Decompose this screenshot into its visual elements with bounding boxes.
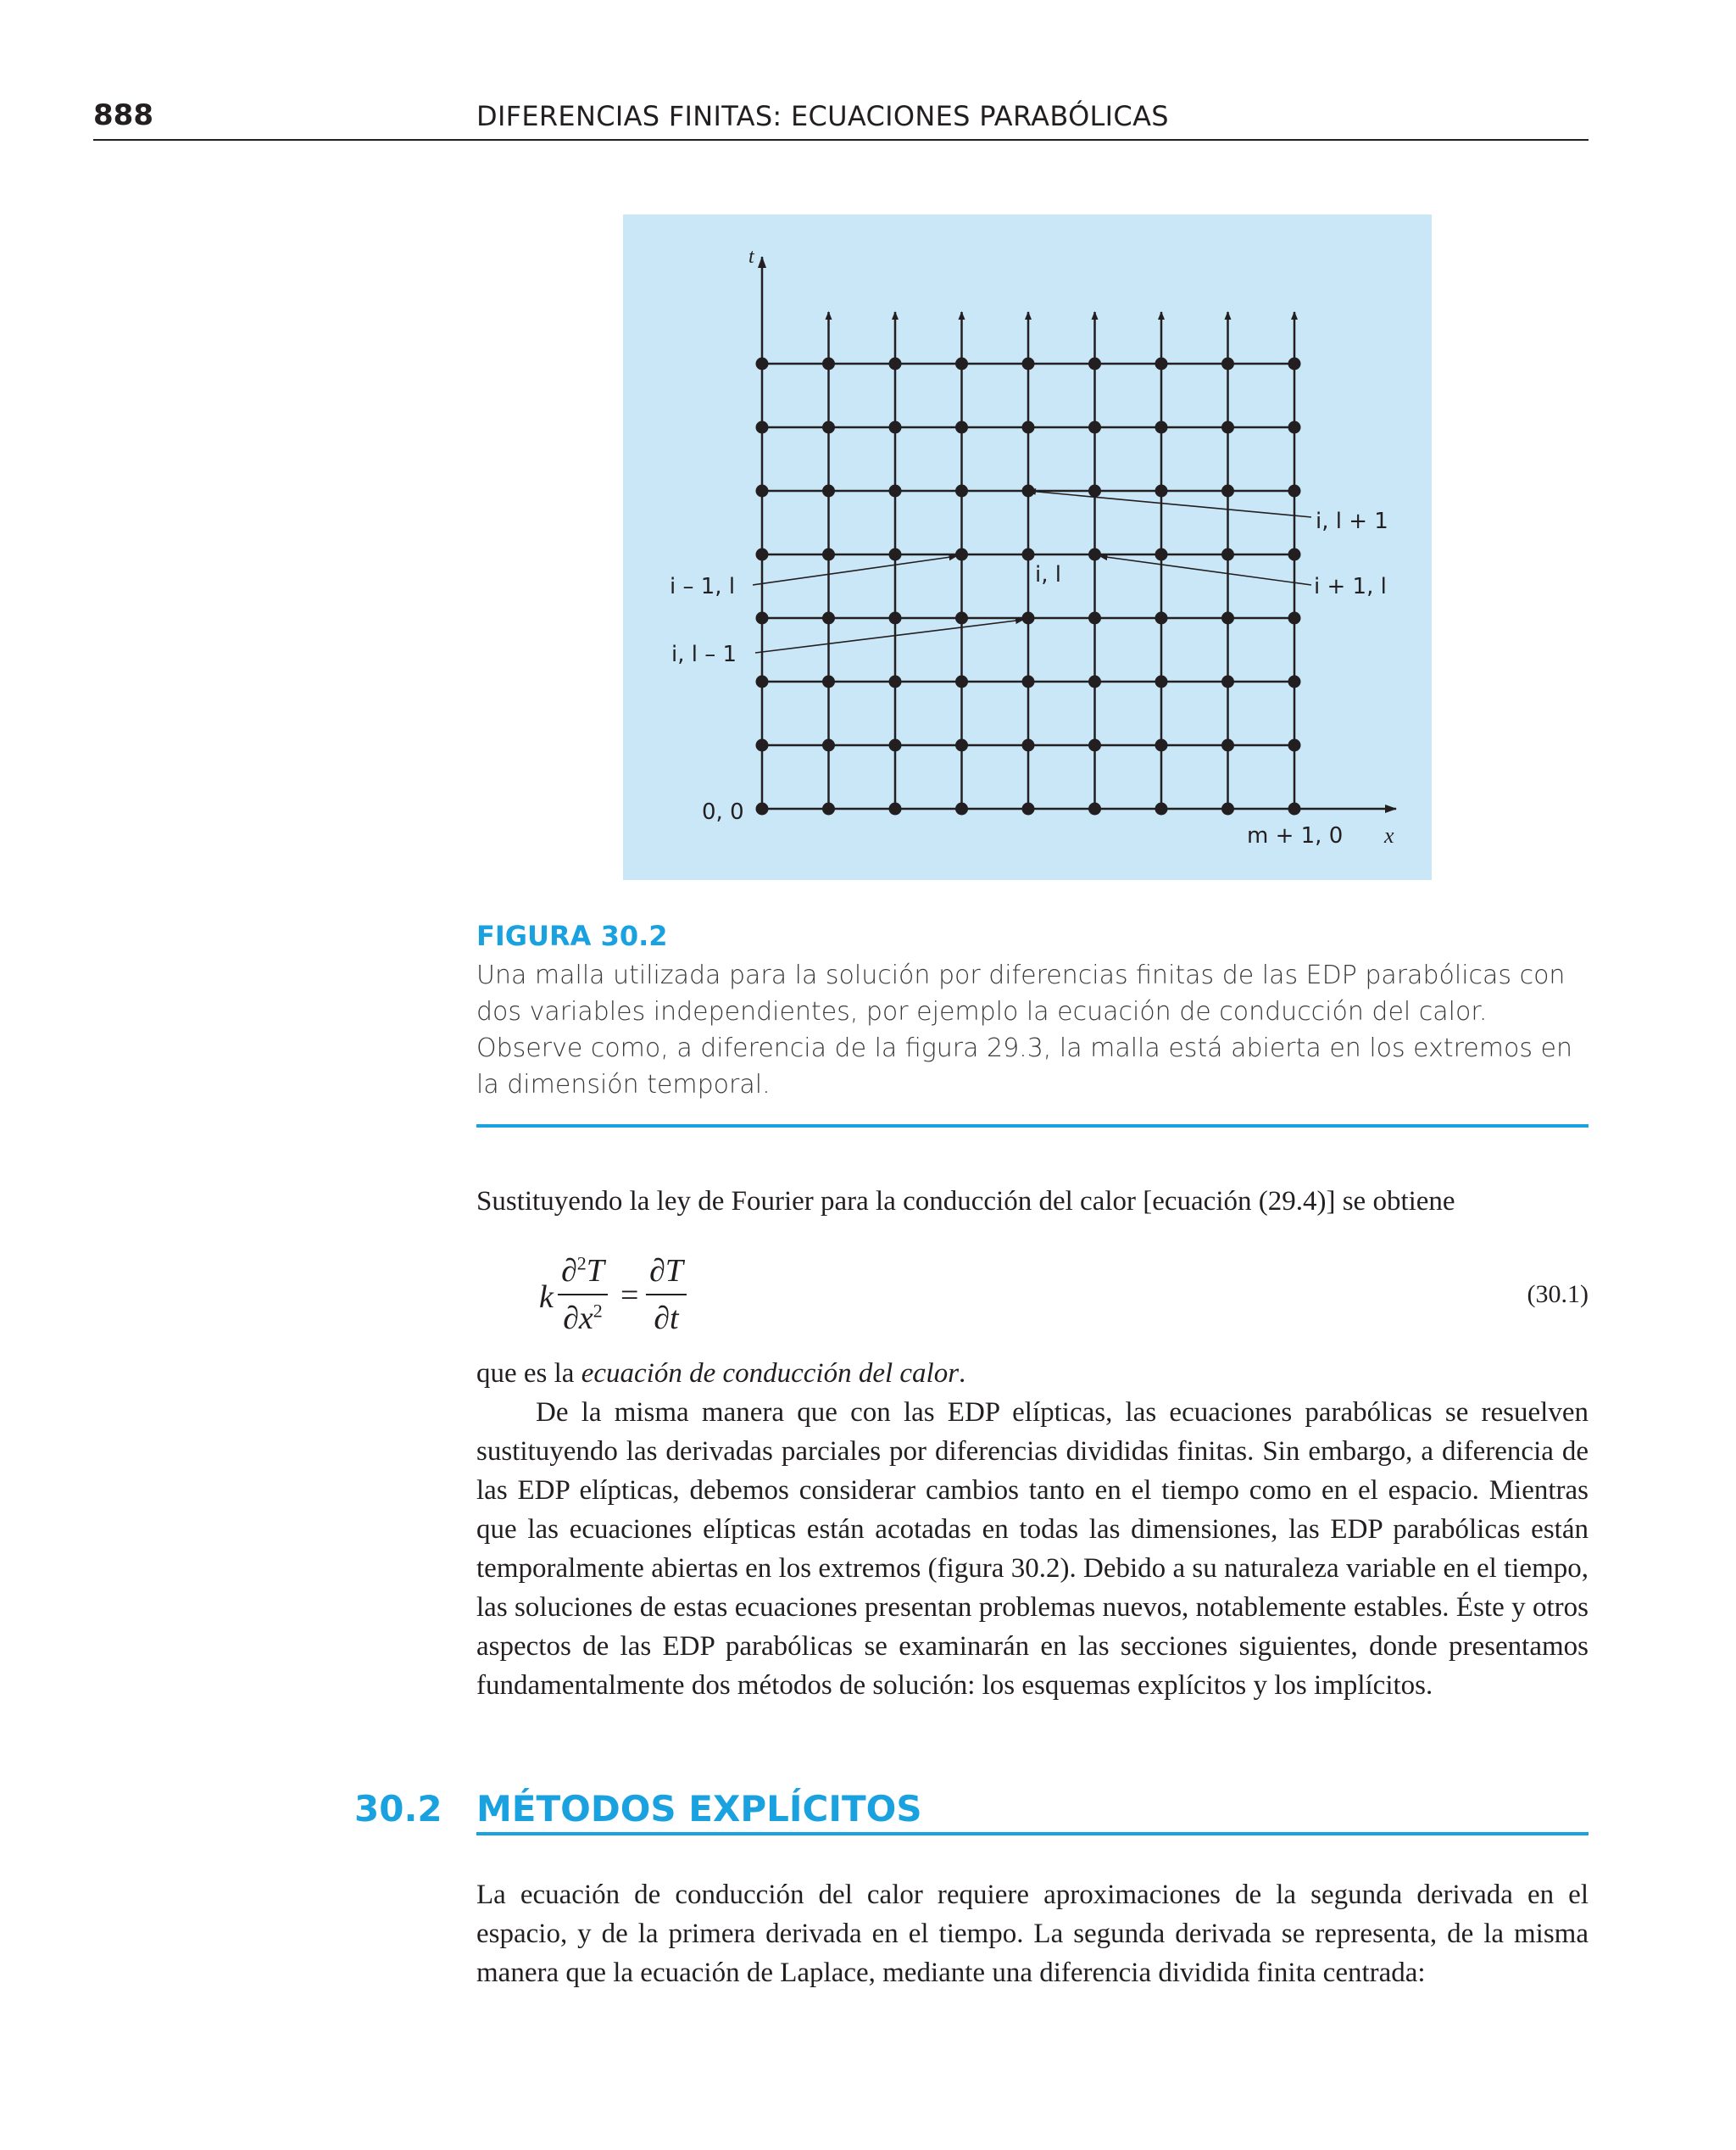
grid-node [1288, 739, 1301, 752]
grid-node [1155, 485, 1168, 498]
grid-node [1221, 358, 1234, 370]
grid-node [889, 485, 902, 498]
paragraph-2: De la misma manera que con las EDP elípticas, las ecuaciones parabólicas se resuelven sustituyendo las derivadas parciales por diferencias divididas finitas. Sin embargo, a diferencia de las EDP elípticas, debemos considerar cambios tanto en el tiempo como en el espacio. Mientras que las ecuaciones elípticas están acotadas en todas las dimensiones, las EDP parabólicas están temporalmente abiertas en los extremos (figura 30.2). Debido a su naturaleza variable en el tiempo, las soluciones de estas ecuaciones presentan problemas nuevos, notablemente estables. Éste y otros aspectos de las EDP parabólicas se examinarán en las secciones siguientes, donde presentamos fundamentalmente dos métodos de solución: los esquemas explícitos y los implícitos. [476, 1397, 1589, 1701]
label-end: m + 1, 0 [1247, 823, 1344, 849]
body-paragraphs [476, 1354, 1589, 1705]
grid-node [1221, 739, 1234, 752]
eq-exp: 2 [576, 1252, 587, 1274]
grid-node [1155, 421, 1168, 434]
grid-node [1221, 803, 1234, 816]
grid-node [955, 421, 968, 434]
grid-node [1288, 803, 1301, 816]
grid-node [822, 676, 835, 688]
intro-text: Sustituyendo la ley de Fourier para la conducción del calor [ecuación (29.4)] se obtiene [476, 1186, 1455, 1217]
grid-node [1288, 421, 1301, 434]
leader-i-minus-1-l [753, 556, 957, 585]
intro-paragraph [476, 1182, 1589, 1221]
paragraph-3-block [476, 1875, 1589, 1992]
grid-node [955, 739, 968, 752]
grid-node [955, 485, 968, 498]
leader-i-l-plus-1 [1028, 491, 1311, 517]
axis-t-label: t [748, 246, 754, 268]
grid-node [1088, 485, 1101, 498]
label-i-plus-1-l: i + 1, l [1314, 574, 1387, 599]
grid-node [756, 803, 769, 816]
grid-node [822, 485, 835, 498]
after-eq-suffix: . [959, 1358, 966, 1389]
grid-node [1022, 358, 1035, 370]
grid-node [756, 358, 769, 370]
grid-node [955, 358, 968, 370]
eq-partial: ∂ [563, 1301, 579, 1336]
caption-label: FIGURA 30.2 [476, 920, 668, 952]
grid-node [1022, 549, 1035, 561]
eq-equals: = [620, 1278, 639, 1313]
running-title: DIFERENCIAS FINITAS: ECUACIONES PARABÓLICAS [476, 100, 1169, 132]
grid-node [822, 358, 835, 370]
grid-node [955, 612, 968, 625]
eq-var-T: T [586, 1253, 604, 1289]
grid-node [889, 358, 902, 370]
after-eq-prefix: que es la [476, 1358, 581, 1389]
grid-node [1155, 358, 1168, 370]
grid-node [955, 803, 968, 816]
page-number: 888 [93, 98, 153, 132]
grid-node [822, 421, 835, 434]
grid-node [756, 739, 769, 752]
paragraph-3: La ecuación de conducción del calor requiere aproximaciones de la segunda derivada en el espacio, y de la primera derivada en el tiempo. La segunda derivada se representa, de la misma manera que la ecuación de Laplace, mediante una diferencia dividida finita centrada: [476, 1880, 1589, 1988]
grid-node [1288, 549, 1301, 561]
section-number: 30.2 [354, 1788, 442, 1830]
grid-node [1088, 676, 1101, 688]
grid-node [756, 612, 769, 625]
grid-node [1288, 612, 1301, 625]
grid-node [1155, 676, 1168, 688]
grid-node [1155, 549, 1168, 561]
grid-node [1155, 803, 1168, 816]
grid-node [1022, 739, 1035, 752]
eq-rhs-bar [646, 1294, 687, 1295]
eq-partial: ∂ [561, 1253, 577, 1289]
figure-grid-diagram [623, 214, 1432, 880]
grid-node [889, 739, 902, 752]
section-heading [354, 1785, 1589, 1837]
grid-node [889, 421, 902, 434]
eq-rhs-fraction [646, 1251, 687, 1338]
caption-text: Una malla utilizada para la solución por diferencias finitas de las EDP parabólicas con dos variables independientes, por ejemplo la ecuación de conducción del calor. Observe como, a diferencia de la figura 29.3, la malla está abierta en los extremos en la dimensión temporal. [476, 961, 1572, 1100]
grid-node [1221, 549, 1234, 561]
grid-node [1088, 739, 1101, 752]
eq-lhs-fraction [558, 1251, 608, 1338]
eq-var-x: x [578, 1301, 593, 1336]
caption-rule [476, 1124, 1589, 1128]
grid-lines [762, 257, 1396, 809]
label-i-minus-1-l: i – 1, l [670, 574, 736, 599]
grid-node [1221, 421, 1234, 434]
grid-node [1155, 739, 1168, 752]
grid-node [1221, 676, 1234, 688]
section-rule [476, 1832, 1589, 1835]
grid-node [889, 612, 902, 625]
grid-node [955, 676, 968, 688]
leader-i-l-minus-1 [755, 620, 1023, 653]
eq-rhs-denominator: ∂t [654, 1301, 679, 1336]
grid-node [1022, 803, 1035, 816]
grid-node [889, 676, 902, 688]
grid-node [889, 803, 902, 816]
grid-node [756, 485, 769, 498]
grid-node [1022, 676, 1035, 688]
grid-node [1022, 421, 1035, 434]
grid-node [822, 803, 835, 816]
eq-exp: 2 [593, 1300, 603, 1322]
grid-node [756, 421, 769, 434]
grid-node [1088, 358, 1101, 370]
grid-node [1221, 485, 1234, 498]
grid-node [822, 549, 835, 561]
label-i-l-plus-1: i, l + 1 [1316, 509, 1388, 534]
grid-node [1288, 485, 1301, 498]
eq-lhs-numerator [558, 1251, 608, 1290]
grid-node [1022, 612, 1035, 625]
after-equation-line [476, 1354, 1589, 1393]
grid-node [1088, 421, 1101, 434]
grid-node [955, 549, 968, 561]
after-eq-emphasis: ecuación de conducción del calor [581, 1358, 960, 1389]
figure-caption [476, 920, 1587, 1103]
label-origin: 0, 0 [702, 799, 744, 825]
grid-node [756, 549, 769, 561]
grid-node [1221, 612, 1234, 625]
grid-svg [623, 214, 1432, 880]
equation-30-1 [532, 1251, 1589, 1345]
axis-x-label: x [1384, 823, 1394, 848]
grid-node [1088, 612, 1101, 625]
eq-lhs-bar [558, 1294, 608, 1295]
eq-rhs-numerator: ∂T [649, 1253, 683, 1289]
equation-number: (30.1) [1527, 1280, 1589, 1308]
grid-node [1288, 676, 1301, 688]
eq-lhs-denominator [559, 1299, 606, 1338]
grid-node [822, 612, 835, 625]
grid-node [822, 739, 835, 752]
grid-node [1155, 612, 1168, 625]
page-header [93, 95, 1589, 141]
grid-node [889, 549, 902, 561]
grid-node [1088, 549, 1101, 561]
leader-i-plus-1-l [1100, 556, 1312, 585]
label-i-l: i, l [1035, 562, 1061, 588]
section-title: MÉTODOS EXPLÍCITOS [476, 1788, 922, 1830]
grid-node [756, 676, 769, 688]
label-i-l-minus-1: i, l – 1 [671, 642, 737, 667]
eq-k: k [539, 1279, 554, 1315]
grid-node [1088, 803, 1101, 816]
grid-node [1288, 358, 1301, 370]
